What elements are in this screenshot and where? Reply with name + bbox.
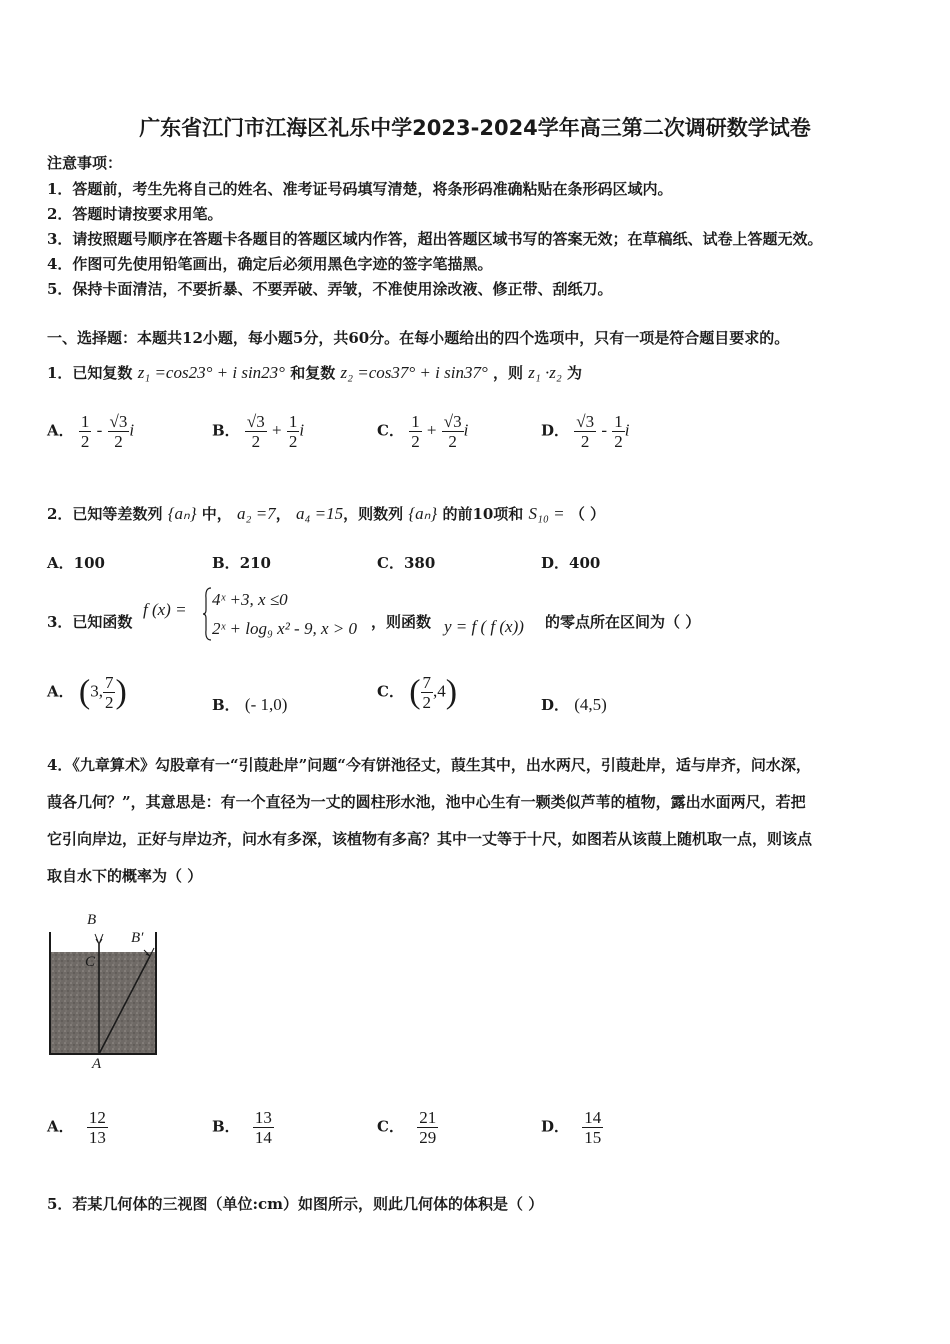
numerator: 1 [411,412,420,431]
question-1 [47,362,582,383]
q3-option-d[interactable] [541,694,607,715]
option-value: (- 1,0) [244,695,288,714]
page-title: 广东省江门市江海区礼乐中学2023-2024学年高三第二次调研数学试卷 [139,116,811,140]
q1-option-b[interactable] [212,412,304,451]
q1-text: ，则 [493,364,524,382]
q1-option-d[interactable] [541,412,629,451]
denominator: 2 [448,432,457,451]
note-item: 5．保持卡面清洁，不要折暴、不要弄破、弄皱，不准使用涂改液、修正带、刮纸刀。 [47,280,613,298]
denominator: 2 [580,432,590,451]
numerator: 1 [80,412,90,431]
q3-case-2: 2ˣ + log₉ x² - 9, x > 0 [212,619,357,638]
option-label: C． [377,554,404,572]
option-value: (4,5) [574,695,607,714]
numerator: 7 [104,673,114,692]
numerator: √3 [109,412,128,431]
denominator: 2 [251,432,261,451]
numerator: 21 [419,1108,437,1127]
q3-fx: f (x) = [143,600,187,619]
denominator: 14 [254,1128,272,1147]
pool-figure [40,910,170,1075]
q3-function-f [143,600,187,620]
imaginary-unit: i [463,420,469,440]
q3-option-b[interactable] [212,694,287,715]
pool-diagram [40,910,170,1075]
option-label: D． [541,696,570,714]
option-label: B． [212,421,240,440]
question-3-text: 的零点所在区间为（ ） [545,613,701,631]
q3-option-a[interactable]: A． (3, $\frac{7}{2}$ ) [47,673,127,712]
numerator: 12 [88,1108,106,1127]
numerator: 13 [254,1108,272,1127]
notes-heading: 注意事项： [47,154,123,172]
q1-text: 为 [567,364,583,382]
q3-option-c[interactable]: C． ( $\frac{7}{2}$ ,4) [377,673,458,712]
imaginary-unit: i [624,420,630,440]
note-item: 1．答题前，考生先将自己的姓名、准考证号码填写清楚，将条形码准确粘贴在条形码区域内。 [47,180,673,198]
option-value: 100 [73,554,105,572]
denominator: 2 [422,693,432,712]
option-label: A． [47,554,74,572]
q2-text: 的前10项和 [442,505,524,523]
piecewise-brace [202,586,212,642]
reed-leaf-icon [95,934,103,944]
q4-line: 葭各几何？”，其意思是：有一个直径为一丈的圆柱形水池，池中心生有一颗类似芦苇的植物，露出水面两尺，若把 [47,793,806,811]
numerator: 14 [584,1108,602,1127]
numerator: √3 [576,412,595,431]
numerator: 1 [614,412,623,431]
q2-a4: a₄ =15 [295,504,344,523]
denominator: 13 [88,1128,106,1147]
q2-option-b[interactable] [212,552,271,573]
option-label: A． [47,682,74,701]
q1-product: z₁ ·z₂ [528,363,562,382]
note-item: 2．答题时请按要求用笔。 [47,205,223,223]
label-b-prime: B′ [131,930,144,946]
q2-text: 中， [201,505,232,523]
q2-text: （ ） [569,505,606,523]
option-label: D． [541,1117,570,1136]
option-label: A． [47,421,74,440]
q2-option-c[interactable] [377,552,435,573]
q1-text: 1．已知复数 [47,364,133,382]
option-label: C． [377,1117,404,1136]
option-label: B． [212,696,240,714]
section-heading: 一、选择题：本题共12小题，每小题5分，共60分。在每小题给出的四个选项中，只有一项是符合题目要求的。 [47,329,790,347]
numerator: 7 [422,673,432,692]
numerator: 1 [288,412,298,431]
q4-line: 取自水下的概率为（ ） [47,867,203,885]
operator: + [426,420,437,440]
option-label: D． [541,421,570,440]
imaginary-unit: i [299,420,305,440]
water-region [50,952,156,1054]
q2-s10: S₁₀ = [528,504,565,523]
denominator: 2 [288,432,298,451]
label-b: B [87,912,97,928]
q3-composite: y = f ( f (x)) [444,617,524,636]
denominator: 2 [80,432,90,451]
numerator: √3 [246,412,265,431]
q2-sequence: {aₙ} [167,504,197,523]
imaginary-unit: i [129,420,135,440]
label-c: C [85,954,96,970]
option-label: B． [212,1117,240,1136]
option-value: 3, [90,681,103,701]
q2-text: ，则数列 [343,505,404,523]
note-item: 4．作图可先使用铅笔画出，确定后必须用黑色字迹的签字笔描黑。 [47,255,493,273]
q2-option-d[interactable] [541,552,600,573]
denominator: 2 [104,693,114,712]
option-label: B． [212,554,240,572]
q1-text: 和复数 [290,364,336,382]
q1-z1: z₁ =cos23° + i sin23° [137,363,285,382]
q4-option-b[interactable] [212,1108,274,1147]
label-a: A [92,1056,102,1072]
q2-option-a[interactable] [47,552,105,573]
brace-icon [202,586,212,642]
operator: - [96,420,103,440]
denominator: 2 [411,432,420,451]
option-label: A． [47,1117,74,1136]
denominator: 2 [114,432,123,451]
note-item: 3．请按照题号顺序在答题卡各题目的答题区域内作答，超出答题区域书写的答案无效；在草稿纸、试卷上答题无效。 [47,230,823,248]
q4-option-c[interactable] [377,1108,438,1147]
q4-option-d[interactable] [541,1108,603,1147]
question-2 [47,503,605,524]
option-value: 210 [239,554,271,572]
q1-option-c[interactable] [377,412,468,451]
q3-case-1: 4ˣ +3, x ≤0 [212,590,288,609]
q4-line: 它引向岸边，正好与岸边齐，问水有多深，该植物有多高？其中一丈等于十尺，如图若从该葭上随机取一点，则该点 [47,830,813,848]
q2-text: ， [275,505,291,523]
q1-z2: z₂ =cos37° + i sin37° [340,363,488,382]
numerator: √3 [443,412,462,431]
q2-sequence: {aₙ} [408,504,438,523]
denominator: 15 [584,1128,602,1147]
option-label: C． [377,682,404,701]
question-3-text: 3．已知函数 [47,613,133,631]
option-value: ,4 [433,681,446,701]
denominator: 2 [614,432,623,451]
question-4 [47,747,917,895]
question-3-text: ，则函数 [371,613,432,631]
option-label: C． [377,421,404,440]
q4-line: 4．《九章算术》勾股章有一“引葭赴岸”问题“今有饼池径丈，葭生其中，出水两尺，引葭赴岸，适与岸齐，问水深， [47,756,811,774]
option-value: 400 [569,554,601,572]
question-5: 5．若某几何体的三视图（单位:cm）如图所示，则此几何体的体积是（ ） [47,1195,544,1213]
q2-text: 2．已知等差数列 [47,505,163,523]
q4-option-a[interactable] [47,1108,108,1147]
option-label: D． [541,554,570,572]
denominator: 29 [419,1128,437,1147]
operator: - [601,420,607,440]
q1-option-a[interactable] [47,412,134,451]
q2-a2: a₂ =7 [237,504,276,523]
operator: + [272,420,282,440]
option-value: 380 [403,554,436,572]
